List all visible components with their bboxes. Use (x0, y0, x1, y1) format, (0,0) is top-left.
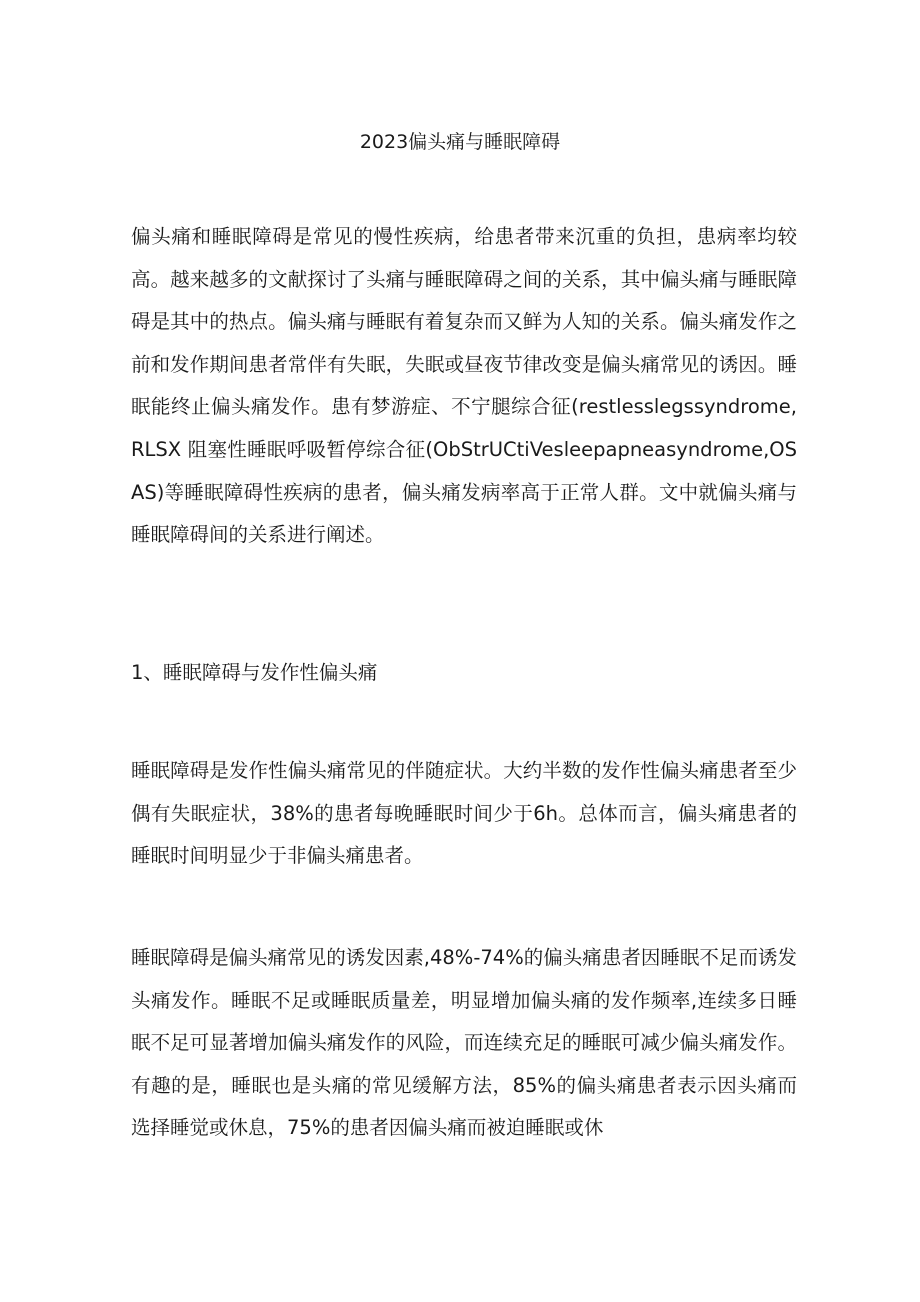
intro-paragraph: 偏头痛和睡眠障碍是常见的慢性疾病，给患者带来沉重的负担，患病率均较高。越来越多的文献探讨了头痛与睡眠障碍之间的关系，其中偏头痛与睡眠障碍是其中的热点。偏头痛与睡眠有着复杂而又鲜为人知的关系。偏头痛发作之前和发作期间患者常伴有失眠，失眠或昼夜节律改变是偏头痛常见的诱因。睡眠能终止偏头痛发作。患有梦游症、不宁腿综合征(restlesslegssyndrome,RLSX 阻塞性睡眠呼吸暂停综合征(ObStrUCtiVesleepapneasyndrome,OSAS)等睡眠障碍性疾病的患者，偏头痛发病率高于正常人群。文中就偏头痛与睡眠障碍间的关系进行阐述。 (131, 225, 797, 547)
body-paragraph: 睡眠障碍是发作性偏头痛常见的伴随症状。大约半数的发作性偏头痛患者至少偶有失眠症状，38%的患者每晚睡眠时间少于6h。总体而言，偏头痛患者的睡眠时间明显少于非偏头痛患者。 (131, 759, 797, 868)
section-heading: 1、睡眠障碍与发作性偏头痛 (131, 661, 378, 684)
document-title: 2023偏头痛与睡眠障碍 (359, 131, 561, 153)
body-paragraph: 睡眠障碍是偏头痛常见的诱发因素,48%-74%的偏头痛患者因睡眠不足而诱发头痛发作。睡眠不足或睡眠质量差，明显增加偏头痛的发作频率,连续多日睡眠不足可显著增加偏头痛发作的风险，而连续充足的睡眠可减少偏头痛发作。有趣的是，睡眠也是头痛的常见缓解方法，85%的偏头痛患者表示因头痛而选择睡觉或休息，75%的患者因偏头痛而被迫睡眠或休 (131, 946, 797, 1140)
